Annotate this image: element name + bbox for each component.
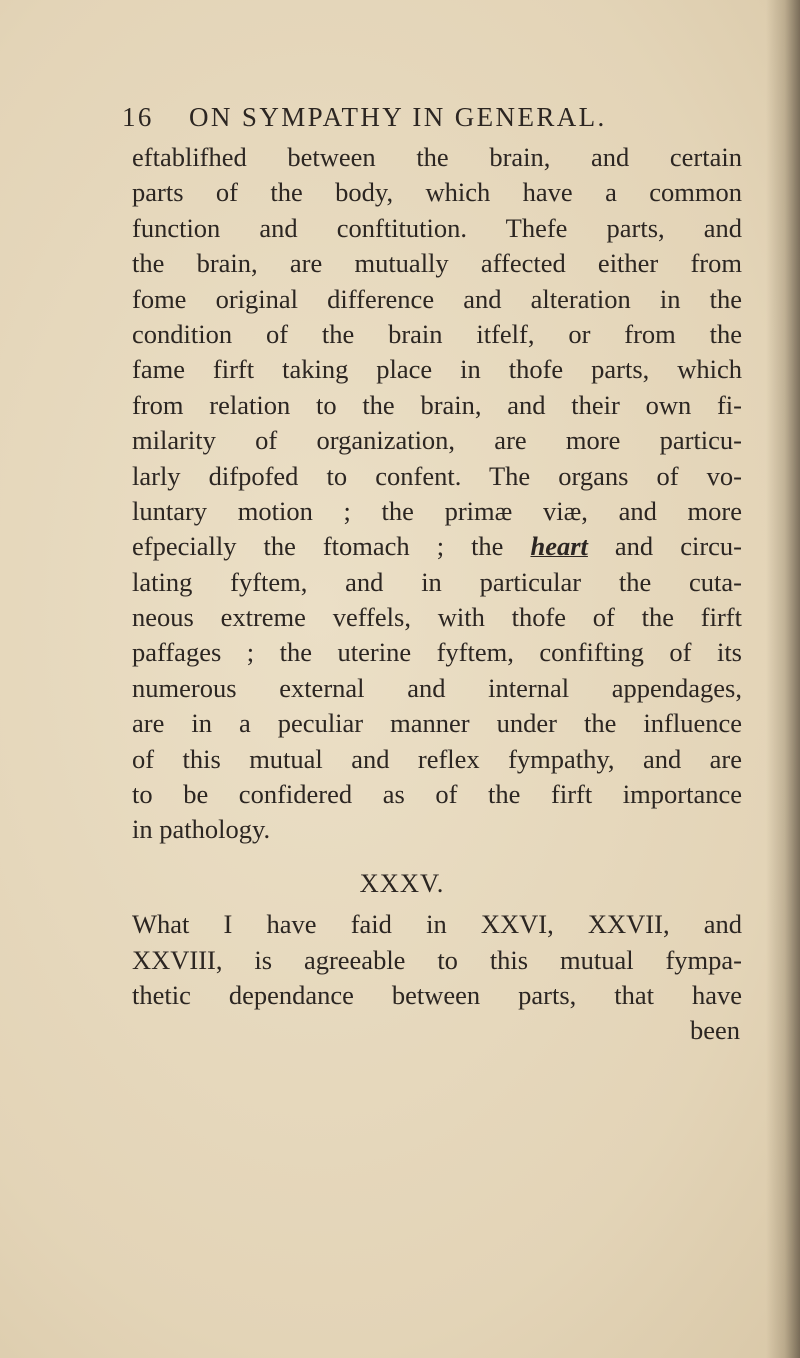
italic-word: heart — [530, 531, 588, 562]
text-line: fame firft taking place in thofe parts, which — [132, 354, 742, 385]
text-line: parts of the body, which have a common — [132, 177, 742, 208]
text-segment: efpecially the ftomach ; the — [132, 531, 531, 562]
body-text — [132, 140, 742, 1049]
spine-shadow — [766, 0, 800, 1358]
text-line: thetic dependance between parts, that have — [132, 979, 742, 1010]
page-number: 16 — [122, 102, 154, 132]
text-line-with-italic — [132, 529, 742, 564]
text-line: fome original difference and alteration in the — [132, 283, 742, 314]
text-line: lating fyftem, and in particular the cuta- — [132, 566, 742, 597]
text-line: numerous external and internal appendages, — [132, 672, 742, 703]
text-line: eftablifhed between the brain, and certain — [132, 142, 742, 172]
text-line: function and conftitution. Thefe parts, and — [132, 212, 742, 243]
text-line: What I have faid in XXVI, XXVII, and — [132, 909, 742, 940]
text-line: larly difpofed to confent. The organs of vo- — [132, 460, 742, 491]
text-line: the brain, are mutually affected either from — [132, 248, 742, 279]
running-head: ON SYMPATHY IN GENERAL. — [188, 102, 607, 132]
text-line: in pathology. — [132, 814, 271, 845]
text-line: condition of the brain itfelf, or from the — [132, 318, 742, 349]
text-line: to be confidered as of the firft importance — [132, 779, 742, 810]
section-heading: XXXV. — [359, 867, 445, 898]
text-line: from relation to the brain, and their own fi- — [132, 389, 742, 420]
text-line: are in a peculiar manner under the influence — [132, 708, 742, 739]
text-segment: and circu- — [587, 531, 742, 562]
text-line: luntary motion ; the primæ viæ, and more — [132, 495, 742, 526]
text-line: XXVIII, is agreeable to this mutual fympa- — [132, 944, 742, 975]
catchword: been — [689, 1015, 740, 1046]
page-header — [122, 102, 742, 142]
text-line: milarity of organization, are more particu- — [132, 425, 742, 456]
text-line: neous extreme veffels, with thofe of the firft — [132, 602, 742, 633]
text-line: of this mutual and reflex fympathy, and are — [132, 743, 742, 774]
text-line: paffages ; the uterine fyftem, confifting of its — [132, 637, 742, 668]
